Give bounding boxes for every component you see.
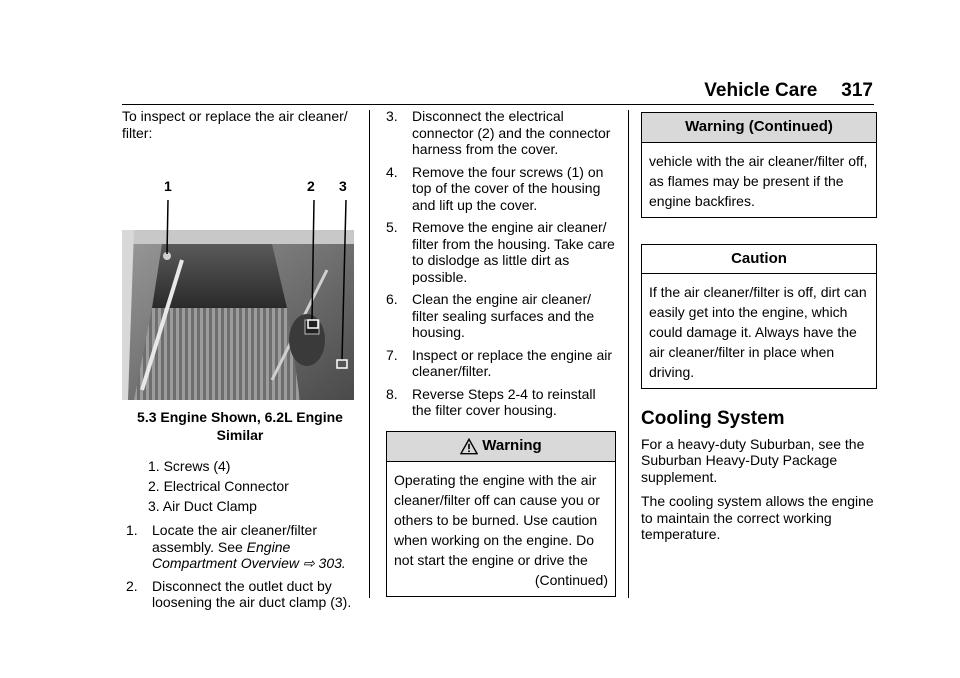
step-text: Disconnect the outlet duct by loosening the air duct clamp (3). <box>152 577 352 610</box>
step-3 <box>386 108 616 158</box>
callout-3: 3 <box>339 178 347 194</box>
caution-body: If the air cleaner/filter is off, dirt can easily get into the engine, which could damage it. Always have the air cleaner/filter in place when driving. <box>649 284 867 380</box>
column-2 <box>386 108 616 597</box>
caption-line-2: Similar <box>216 427 264 443</box>
step-text: Remove the four screws (1) on top of the cover of the housing and lift up the cover. <box>412 163 604 213</box>
legend-item: 1. Screws (4) <box>148 458 231 474</box>
caution-header <box>642 245 876 275</box>
warning-title: Warning <box>482 436 542 454</box>
caution-box <box>641 244 877 390</box>
step-4 <box>386 164 616 214</box>
step-1 <box>126 522 358 572</box>
page-header <box>704 80 873 102</box>
figure-callouts <box>122 178 354 200</box>
column-divider <box>628 110 629 598</box>
warning-header <box>387 432 615 462</box>
warning-continued-body: vehicle with the air cleaner/filter off, as flames may be present if the engine backfires. <box>649 152 868 209</box>
step-number: 6. <box>386 291 398 307</box>
figure-legend <box>122 456 358 516</box>
warning-continued-box <box>641 112 877 218</box>
step-text: Reverse Steps 2-4 to reinstall the filter cover housing. <box>412 385 596 418</box>
step-number: 3. <box>386 108 398 124</box>
warning-box <box>386 431 616 597</box>
step-6 <box>386 291 616 341</box>
warning-triangle-icon <box>460 438 478 455</box>
page-reference[interactable]: ⇨ 303. <box>299 555 346 571</box>
step-number: 8. <box>386 385 398 402</box>
continued-label: (Continued) <box>534 571 608 588</box>
legend-item: 2. Electrical Connector <box>148 478 289 494</box>
air-cleaner-photo <box>122 200 354 400</box>
step-7 <box>386 347 616 380</box>
step-2 <box>126 578 358 611</box>
caution-title: Caution <box>731 249 787 267</box>
warning-body <box>387 462 615 596</box>
figure-caption <box>122 408 358 444</box>
column-3 <box>641 108 877 551</box>
step-text: Disconnect the electrical connector (2) and the connector harness from the cover. <box>412 108 611 157</box>
header-rule <box>122 104 874 105</box>
step-text: Remove the engine air cleaner/ filter from the housing. Take care to dislodge as little dirt as possible. <box>412 219 615 285</box>
warning-text: Operating the engine with the air cleaner/filter off can cause you or others to be burned. Use caution when working on the engine. Do not start the engine or drive the <box>394 471 600 568</box>
section-title-cooling-system: Cooling System <box>641 408 785 429</box>
step-8 <box>386 386 616 419</box>
caption-line-1: 5.3 Engine Shown, 6.2L Engine <box>137 409 343 425</box>
column-divider <box>369 110 370 598</box>
step-number: 2. <box>126 577 138 594</box>
column-1 <box>122 108 358 617</box>
callout-2: 2 <box>307 178 315 194</box>
step-number: 5. <box>386 219 398 235</box>
warning-continued-header <box>642 113 876 143</box>
legend-item: 3. Air Duct Clamp <box>148 498 257 514</box>
section-name: Vehicle Care <box>704 80 818 101</box>
paragraph: For a heavy-duty Suburban, see the Suburban Heavy-Duty Package supplement. <box>641 435 865 485</box>
intro-text: To inspect or replace the air cleaner/ filter: <box>122 108 348 141</box>
engine-compartment-link[interactable]: Engine Compartment Overview <box>152 538 300 571</box>
step-number: 7. <box>386 346 398 363</box>
step-text: Clean the engine air cleaner/ filter sealing surfaces and the housing. <box>412 291 595 340</box>
step-text <box>152 522 358 572</box>
step-text: Inspect or replace the engine air cleaner/filter. <box>412 346 613 379</box>
callout-1: 1 <box>164 178 172 194</box>
step-number: 4. <box>386 163 398 180</box>
step-5 <box>386 219 616 285</box>
engine-figure <box>122 178 354 400</box>
page-number: 317 <box>841 80 873 101</box>
step-text-part: Locate the air cleaner/filter assembly. See <box>152 522 317 555</box>
paragraph: The cooling system allows the engine to maintain the correct working temperature. <box>641 493 874 542</box>
warning-continued-title: Warning (Continued) <box>685 118 833 135</box>
step-number: 1. <box>126 522 138 538</box>
